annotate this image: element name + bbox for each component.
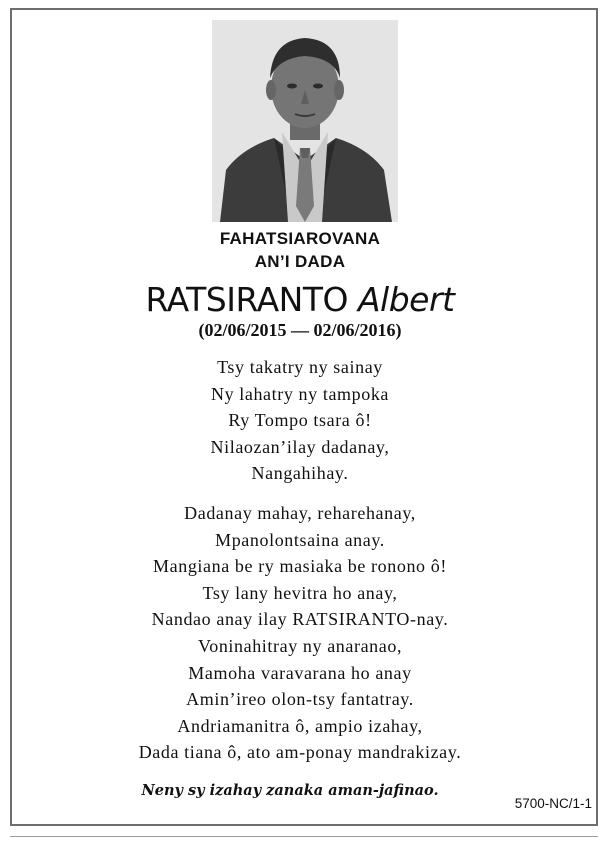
- poem-line: Ny lahatry ny tampoka: [210, 383, 390, 404]
- bottom-divider: [10, 836, 598, 837]
- family-signoff: Neny sy izahay zanaka aman-jafinao.: [141, 782, 439, 799]
- poem-line: Nilaozan’ilay dadanay,: [210, 436, 390, 457]
- memorial-dates: (02/06/2015 — 02/06/2016): [198, 320, 402, 340]
- poem-line: Tsy lany hevitra ho anay,: [202, 582, 398, 603]
- portrait-photo: [212, 20, 398, 222]
- deceased-first-name: Albert: [357, 280, 455, 319]
- poem-line: Mamoha varavarana ho anay: [188, 662, 412, 683]
- reference-code: 5700-NC/1-1: [514, 796, 592, 811]
- poem-stanza-1: [0, 354, 600, 487]
- poem-line: Mpanolontsaina anay.: [215, 529, 385, 550]
- poem-line: Nandao anay ilay RATSIRANTO-nay.: [151, 609, 449, 630]
- poem-line: Andriamanitra ô, ampio izahay,: [177, 715, 423, 736]
- memorial-heading: FAHATSIAROVANA: [219, 229, 381, 248]
- poem-line: Dada tiana ô, ato am-ponay mandrakizay.: [138, 742, 462, 763]
- poem-line: Amin’ireo olon-tsy fantatray.: [186, 689, 414, 710]
- poem-line: Nangahihay.: [251, 463, 349, 484]
- deceased-name: [0, 280, 600, 319]
- deceased-surname: RATSIRANTO: [145, 280, 348, 319]
- poem-line: Mangiana be ry masiaka be ronono ô!: [153, 556, 447, 577]
- poem-line: Ry Tompo tsara ô!: [228, 410, 372, 431]
- poem-line: Dadanay mahay, reharehanay,: [184, 503, 416, 523]
- poem-stanza-2: [0, 500, 600, 766]
- memorial-subheading: AN’I DADA: [254, 252, 346, 271]
- poem-line: Voninahitray ny anaranao,: [197, 635, 403, 656]
- poem-line: Tsy takatry ny sainay: [217, 357, 383, 377]
